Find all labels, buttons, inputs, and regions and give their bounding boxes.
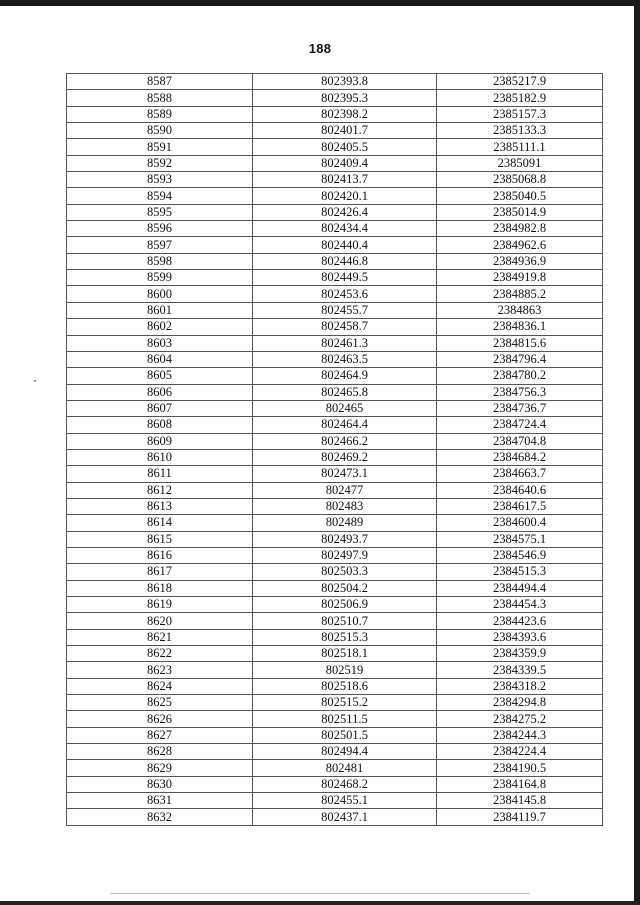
x-coordinate-cell: 802497.9 — [253, 547, 437, 563]
table-row — [67, 384, 603, 400]
point-number-cell: 8610 — [67, 449, 253, 465]
y-coordinate-cell: 2384796.4 — [437, 351, 603, 367]
x-coordinate-cell: 802461.3 — [253, 335, 437, 351]
y-coordinate-cell: 2384119.7 — [437, 809, 603, 825]
x-coordinate-cell: 802446.8 — [253, 253, 437, 269]
coordinates-table — [66, 73, 603, 826]
table-row — [67, 760, 603, 776]
point-number-cell: 8607 — [67, 400, 253, 416]
x-coordinate-cell: 802465 — [253, 400, 437, 416]
y-coordinate-cell: 2384190.5 — [437, 760, 603, 776]
table-row — [67, 335, 603, 351]
y-coordinate-cell: 2384275.2 — [437, 711, 603, 727]
point-number-cell: 8600 — [67, 286, 253, 302]
point-number-cell: 8598 — [67, 253, 253, 269]
x-coordinate-cell: 802469.2 — [253, 449, 437, 465]
table-row — [67, 515, 603, 531]
coordinates-table-body — [67, 74, 603, 826]
y-coordinate-cell: 2385111.1 — [437, 139, 603, 155]
point-number-cell: 8619 — [67, 597, 253, 613]
point-number-cell: 8624 — [67, 678, 253, 694]
x-coordinate-cell: 802483 — [253, 498, 437, 514]
y-coordinate-cell: 2384736.7 — [437, 400, 603, 416]
table-row — [67, 482, 603, 498]
y-coordinate-cell: 2384494.4 — [437, 580, 603, 596]
y-coordinate-cell: 2384962.6 — [437, 237, 603, 253]
point-number-cell: 8628 — [67, 744, 253, 760]
point-number-cell: 8601 — [67, 302, 253, 318]
point-number-cell: 8595 — [67, 204, 253, 220]
x-coordinate-cell: 802405.5 — [253, 139, 437, 155]
x-coordinate-cell: 802503.3 — [253, 564, 437, 580]
point-number-cell: 8592 — [67, 155, 253, 171]
point-number-cell: 8622 — [67, 646, 253, 662]
scan-speck — [34, 380, 36, 382]
y-coordinate-cell: 2384756.3 — [437, 384, 603, 400]
point-number-cell: 8623 — [67, 662, 253, 678]
x-coordinate-cell: 802465.8 — [253, 384, 437, 400]
table-row — [67, 123, 603, 139]
y-coordinate-cell: 2384454.3 — [437, 597, 603, 613]
y-coordinate-cell: 2384423.6 — [437, 613, 603, 629]
x-coordinate-cell: 802468.2 — [253, 776, 437, 792]
footer-rule — [110, 893, 530, 894]
table-row — [67, 400, 603, 416]
table-row — [67, 613, 603, 629]
table-row — [67, 793, 603, 809]
page-number: 188 — [308, 41, 332, 56]
table-row — [67, 433, 603, 449]
y-coordinate-cell: 2384575.1 — [437, 531, 603, 547]
y-coordinate-cell: 2384339.5 — [437, 662, 603, 678]
point-number-cell: 8631 — [67, 793, 253, 809]
y-coordinate-cell: 2384224.4 — [437, 744, 603, 760]
y-coordinate-cell: 2385040.5 — [437, 188, 603, 204]
table-row — [67, 74, 603, 90]
table-row — [67, 662, 603, 678]
table-row — [67, 90, 603, 106]
point-number-cell: 8611 — [67, 466, 253, 482]
x-coordinate-cell: 802437.1 — [253, 809, 437, 825]
point-number-cell: 8597 — [67, 237, 253, 253]
y-coordinate-cell: 2385068.8 — [437, 172, 603, 188]
x-coordinate-cell: 802473.1 — [253, 466, 437, 482]
x-coordinate-cell: 802453.6 — [253, 286, 437, 302]
x-coordinate-cell: 802393.8 — [253, 74, 437, 90]
point-number-cell: 8629 — [67, 760, 253, 776]
point-number-cell: 8591 — [67, 139, 253, 155]
y-coordinate-cell: 2384704.8 — [437, 433, 603, 449]
table-row — [67, 727, 603, 743]
x-coordinate-cell: 802464.4 — [253, 417, 437, 433]
y-coordinate-cell: 2384640.6 — [437, 482, 603, 498]
x-coordinate-cell: 802519 — [253, 662, 437, 678]
table-row — [67, 270, 603, 286]
y-coordinate-cell: 2384919.8 — [437, 270, 603, 286]
table-row — [67, 155, 603, 171]
y-coordinate-cell: 2384294.8 — [437, 695, 603, 711]
y-coordinate-cell: 2384982.8 — [437, 221, 603, 237]
table-row — [67, 466, 603, 482]
point-number-cell: 8612 — [67, 482, 253, 498]
x-coordinate-cell: 802458.7 — [253, 319, 437, 335]
x-coordinate-cell: 802449.5 — [253, 270, 437, 286]
y-coordinate-cell: 2384684.2 — [437, 449, 603, 465]
point-number-cell: 8616 — [67, 547, 253, 563]
y-coordinate-cell: 2385133.3 — [437, 123, 603, 139]
point-number-cell: 8632 — [67, 809, 253, 825]
x-coordinate-cell: 802494.4 — [253, 744, 437, 760]
table-row — [67, 809, 603, 825]
x-coordinate-cell: 802463.5 — [253, 351, 437, 367]
x-coordinate-cell: 802501.5 — [253, 727, 437, 743]
table-row — [67, 695, 603, 711]
point-number-cell: 8620 — [67, 613, 253, 629]
point-number-cell: 8596 — [67, 221, 253, 237]
y-coordinate-cell: 2384318.2 — [437, 678, 603, 694]
table-row — [67, 286, 603, 302]
point-number-cell: 8603 — [67, 335, 253, 351]
table-row — [67, 172, 603, 188]
point-number-cell: 8625 — [67, 695, 253, 711]
x-coordinate-cell: 802409.4 — [253, 155, 437, 171]
x-coordinate-cell: 802464.9 — [253, 368, 437, 384]
table-row — [67, 139, 603, 155]
point-number-cell: 8617 — [67, 564, 253, 580]
scan-edge-top — [0, 0, 640, 6]
table-row — [67, 449, 603, 465]
x-coordinate-cell: 802466.2 — [253, 433, 437, 449]
y-coordinate-cell: 2384617.5 — [437, 498, 603, 514]
point-number-cell: 8621 — [67, 629, 253, 645]
x-coordinate-cell: 802455.7 — [253, 302, 437, 318]
x-coordinate-cell: 802518.6 — [253, 678, 437, 694]
point-number-cell: 8626 — [67, 711, 253, 727]
y-coordinate-cell: 2385182.9 — [437, 90, 603, 106]
table-row — [67, 302, 603, 318]
x-coordinate-cell: 802510.7 — [253, 613, 437, 629]
y-coordinate-cell: 2384663.7 — [437, 466, 603, 482]
point-number-cell: 8602 — [67, 319, 253, 335]
y-coordinate-cell: 2384885.2 — [437, 286, 603, 302]
table-row — [67, 319, 603, 335]
scan-edge-right — [634, 0, 640, 905]
y-coordinate-cell: 2384244.3 — [437, 727, 603, 743]
x-coordinate-cell: 802506.9 — [253, 597, 437, 613]
point-number-cell: 8587 — [67, 74, 253, 90]
point-number-cell: 8613 — [67, 498, 253, 514]
y-coordinate-cell: 2384836.1 — [437, 319, 603, 335]
x-coordinate-cell: 802511.5 — [253, 711, 437, 727]
table-row — [67, 646, 603, 662]
y-coordinate-cell: 2384815.6 — [437, 335, 603, 351]
y-coordinate-cell: 2384600.4 — [437, 515, 603, 531]
x-coordinate-cell: 802420.1 — [253, 188, 437, 204]
x-coordinate-cell: 802493.7 — [253, 531, 437, 547]
x-coordinate-cell: 802477 — [253, 482, 437, 498]
y-coordinate-cell: 2384724.4 — [437, 417, 603, 433]
x-coordinate-cell: 802489 — [253, 515, 437, 531]
table-row — [67, 678, 603, 694]
point-number-cell: 8615 — [67, 531, 253, 547]
point-number-cell: 8605 — [67, 368, 253, 384]
y-coordinate-cell: 2385157.3 — [437, 106, 603, 122]
x-coordinate-cell: 802413.7 — [253, 172, 437, 188]
y-coordinate-cell: 2384393.6 — [437, 629, 603, 645]
table-row — [67, 221, 603, 237]
point-number-cell: 8593 — [67, 172, 253, 188]
point-number-cell: 8588 — [67, 90, 253, 106]
x-coordinate-cell: 802398.2 — [253, 106, 437, 122]
x-coordinate-cell: 802515.2 — [253, 695, 437, 711]
x-coordinate-cell: 802504.2 — [253, 580, 437, 596]
table-row — [67, 629, 603, 645]
scan-edge-bottom — [0, 901, 640, 905]
point-number-cell: 8604 — [67, 351, 253, 367]
table-row — [67, 547, 603, 563]
table-row — [67, 531, 603, 547]
y-coordinate-cell: 2385091 — [437, 155, 603, 171]
y-coordinate-cell: 2384780.2 — [437, 368, 603, 384]
x-coordinate-cell: 802434.4 — [253, 221, 437, 237]
x-coordinate-cell: 802401.7 — [253, 123, 437, 139]
y-coordinate-cell: 2384359.9 — [437, 646, 603, 662]
point-number-cell: 8589 — [67, 106, 253, 122]
y-coordinate-cell: 2385217.9 — [437, 74, 603, 90]
point-number-cell: 8630 — [67, 776, 253, 792]
x-coordinate-cell: 802518.1 — [253, 646, 437, 662]
x-coordinate-cell: 802481 — [253, 760, 437, 776]
table-row — [67, 106, 603, 122]
table-row — [67, 253, 603, 269]
y-coordinate-cell: 2384546.9 — [437, 547, 603, 563]
table-row — [67, 204, 603, 220]
table-row — [67, 711, 603, 727]
point-number-cell: 8594 — [67, 188, 253, 204]
point-number-cell: 8614 — [67, 515, 253, 531]
table-row — [67, 776, 603, 792]
x-coordinate-cell: 802395.3 — [253, 90, 437, 106]
table-row — [67, 368, 603, 384]
y-coordinate-cell: 2384164.8 — [437, 776, 603, 792]
y-coordinate-cell: 2384936.9 — [437, 253, 603, 269]
x-coordinate-cell: 802426.4 — [253, 204, 437, 220]
y-coordinate-cell: 2384515.3 — [437, 564, 603, 580]
point-number-cell: 8608 — [67, 417, 253, 433]
x-coordinate-cell: 802440.4 — [253, 237, 437, 253]
table-row — [67, 188, 603, 204]
point-number-cell: 8590 — [67, 123, 253, 139]
x-coordinate-cell: 802515.3 — [253, 629, 437, 645]
point-number-cell: 8599 — [67, 270, 253, 286]
y-coordinate-cell: 2384145.8 — [437, 793, 603, 809]
point-number-cell: 8609 — [67, 433, 253, 449]
point-number-cell: 8606 — [67, 384, 253, 400]
x-coordinate-cell: 802455.1 — [253, 793, 437, 809]
table-row — [67, 564, 603, 580]
table-row — [67, 597, 603, 613]
table-row — [67, 351, 603, 367]
table-row — [67, 744, 603, 760]
table-row — [67, 498, 603, 514]
y-coordinate-cell: 2384863 — [437, 302, 603, 318]
point-number-cell: 8627 — [67, 727, 253, 743]
table-row — [67, 417, 603, 433]
table-row — [67, 580, 603, 596]
y-coordinate-cell: 2385014.9 — [437, 204, 603, 220]
point-number-cell: 8618 — [67, 580, 253, 596]
table-row — [67, 237, 603, 253]
